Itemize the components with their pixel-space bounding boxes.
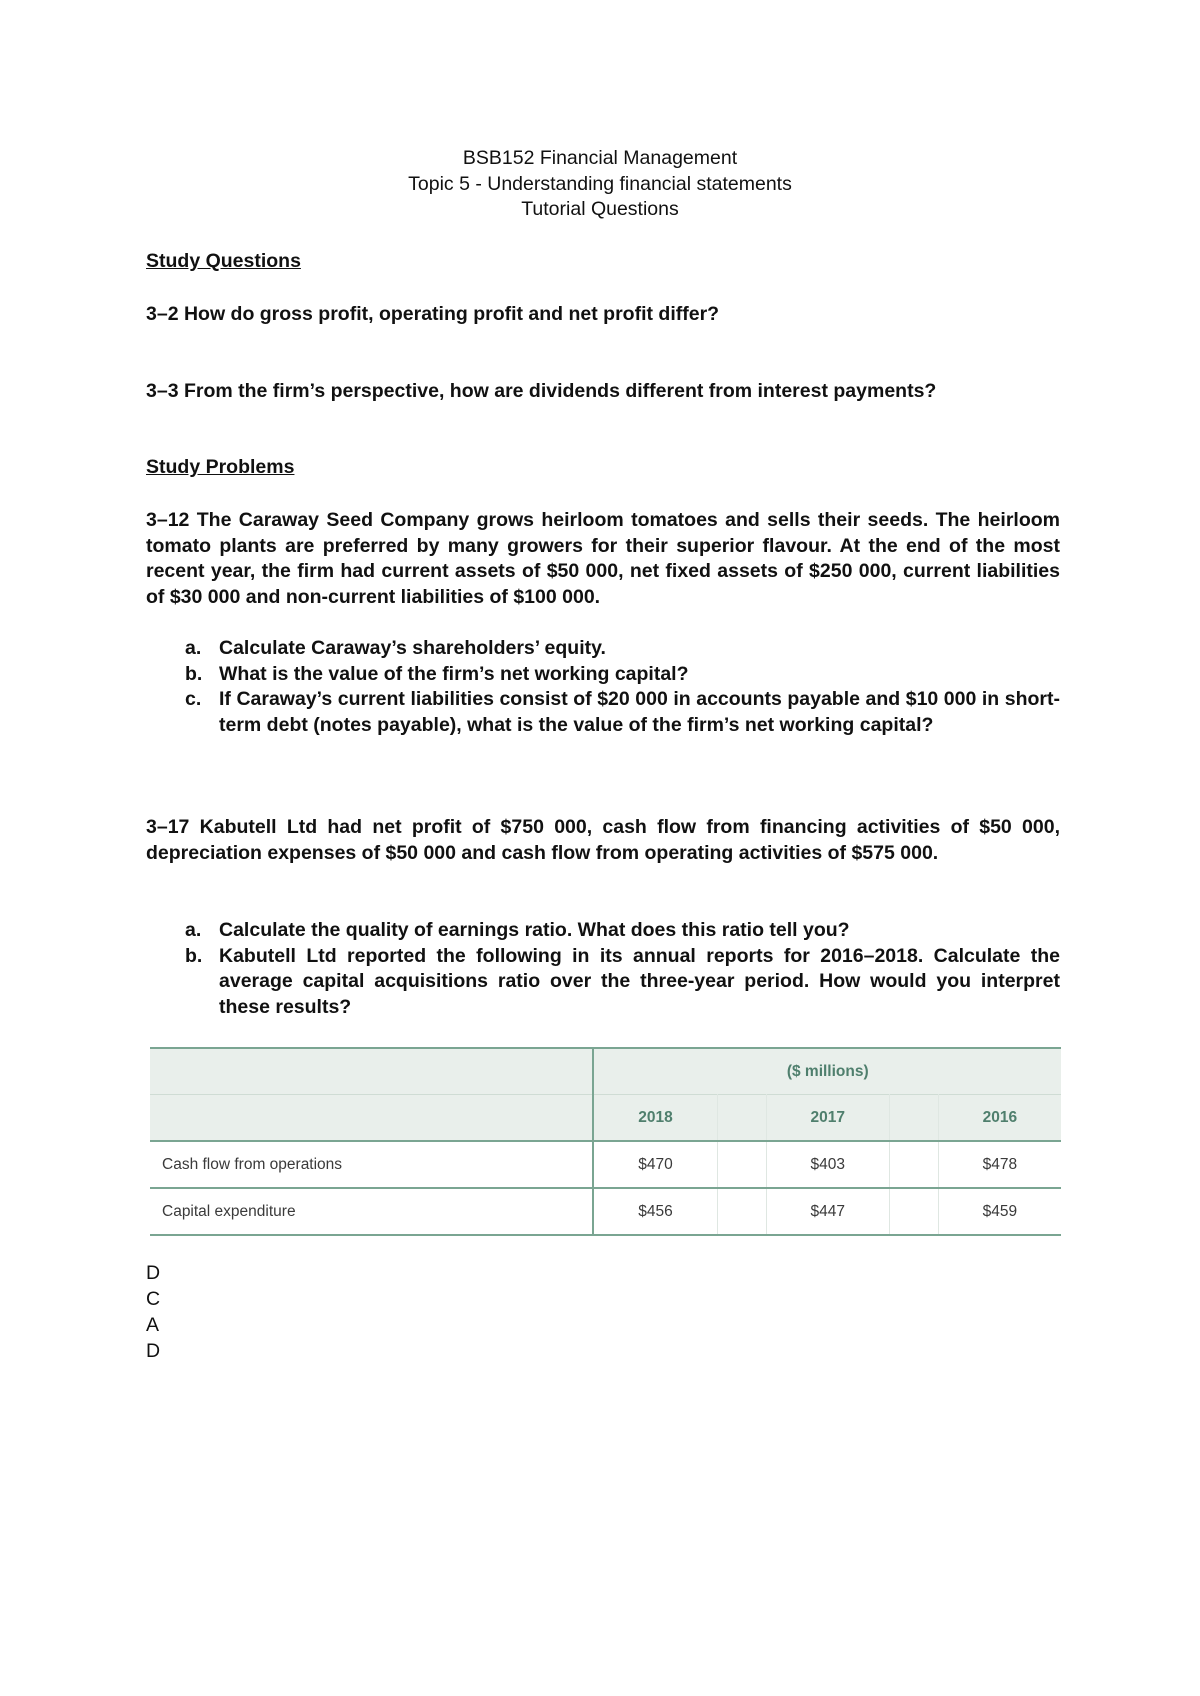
table-header-blank [150, 1048, 593, 1095]
table-units-row [150, 1048, 1061, 1095]
answer-letter: D [146, 1340, 161, 1362]
document-header [0, 146, 1200, 223]
year-header-2017: 2017 [766, 1095, 889, 1142]
problem-3-12-parts [146, 636, 1060, 738]
study-problems-heading: Study Problems [146, 456, 295, 478]
table-row [150, 1188, 1061, 1235]
table-spacer-cell [717, 1188, 766, 1235]
table-units-header: ($ millions) [593, 1048, 1061, 1095]
document-subtitle: Tutorial Questions [521, 198, 679, 220]
list-item-text: Calculate the quality of earnings ratio. What does this ratio tell you? [219, 919, 850, 941]
answer-letter: D [146, 1262, 161, 1284]
list-marker: a. [185, 637, 202, 659]
table-cell: $447 [766, 1188, 889, 1235]
row-label: Capital expenditure [150, 1188, 593, 1235]
table-spacer-cell [889, 1095, 938, 1142]
table-header-blank [150, 1095, 593, 1142]
table-spacer-cell [717, 1095, 766, 1142]
list-marker: b. [185, 662, 203, 685]
answer-letters [146, 1260, 160, 1364]
table-spacer-cell [889, 1188, 938, 1235]
study-questions-heading: Study Questions [146, 250, 301, 272]
answer-letter: C [146, 1288, 161, 1310]
table-cell: $470 [593, 1141, 717, 1188]
list-item [146, 918, 1060, 944]
list-item-text: Kabutell Ltd reported the following in its annual reports for 2016–2018. Calculate the average capital acquisitions ratio over the three-year period. How would you interpret these results? [219, 944, 1060, 1018]
course-title: BSB152 Financial Management [462, 147, 738, 169]
row-label: Cash flow from operations [150, 1141, 593, 1188]
problem-3-12: 3–12 The Caraway Seed Company grows heirloom tomatoes and sells their seeds. The heirloom tomato plants are preferred by many growers for their superior flavour. At the end of the most recent year, the firm had current assets of $50 000, net fixed assets of $250 000, current liabilities of $30 000 and non-current liabilities of $100 000. [146, 509, 1060, 608]
topic-title: Topic 5 - Understanding financial statements [408, 172, 792, 195]
table-cell: $478 [938, 1141, 1061, 1188]
list-item-text: What is the value of the firm’s net working capital? [219, 662, 689, 685]
list-marker: a. [185, 919, 202, 941]
year-header-2018: 2018 [593, 1095, 717, 1142]
list-item [146, 944, 1060, 1021]
table-cell: $459 [938, 1188, 1061, 1235]
problem-3-17-parts [146, 918, 1060, 1020]
table-cell: $456 [593, 1188, 717, 1235]
table-spacer-cell [889, 1141, 938, 1188]
list-marker: b. [185, 944, 203, 967]
list-item-text: Calculate Caraway’s shareholders’ equity. [219, 637, 606, 659]
question-3-2: 3–2 How do gross profit, operating profit and net profit differ? [146, 303, 720, 325]
table-spacer-cell [717, 1141, 766, 1188]
list-item [146, 687, 1060, 738]
list-item-text: If Caraway’s current liabilities consist of $20 000 in accounts payable and $10 000 in short-term debt (notes payable), what is the value of the firm’s net working capital? [219, 688, 1060, 736]
year-header-2016: 2016 [938, 1095, 1061, 1142]
table-cell: $403 [766, 1141, 889, 1188]
list-item [146, 636, 1060, 662]
answer-letter: A [146, 1314, 160, 1336]
table-years-row [150, 1095, 1061, 1142]
list-item [146, 662, 1060, 688]
table-row [150, 1141, 1061, 1188]
capital-acquisitions-table [150, 1047, 1061, 1236]
problem-3-17: 3–17 Kabutell Ltd had net profit of $750 000, cash flow from financing activities of $50 000, depreciation expenses of $50 000 and cash flow from operating activities of $575 000. [146, 816, 1060, 864]
question-3-3: 3–3 From the firm’s perspective, how are dividends different from interest payments? [146, 380, 937, 402]
list-marker: c. [185, 688, 202, 710]
